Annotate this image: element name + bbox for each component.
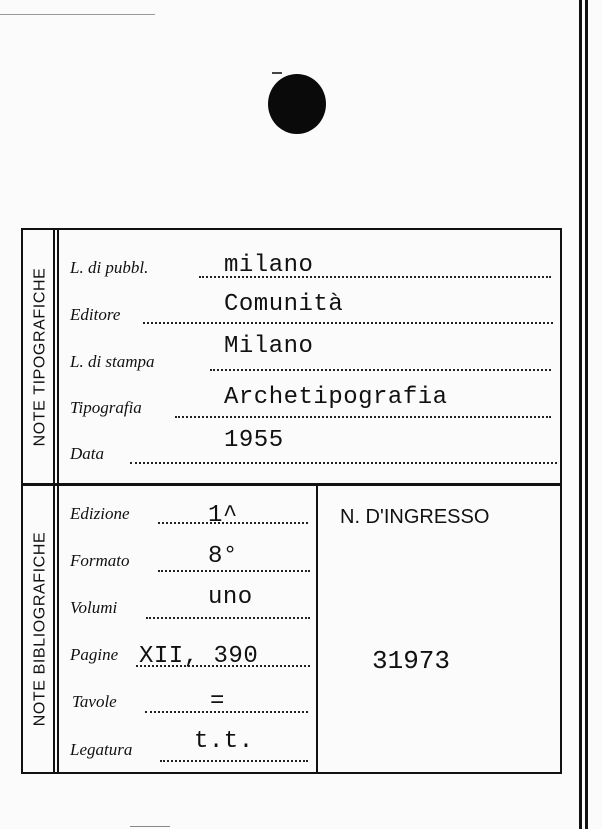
column-divider bbox=[316, 486, 318, 772]
field-line bbox=[143, 322, 553, 324]
ingresso-number: 31973 bbox=[372, 646, 451, 676]
field-label-edizione: Edizione bbox=[70, 504, 130, 523]
right-edge-line bbox=[585, 0, 588, 829]
field-label-data: Data bbox=[70, 444, 104, 463]
card-edge-line bbox=[0, 14, 155, 15]
field-label-luogo-stampa: L. di stampa bbox=[70, 352, 155, 371]
field-value-tavole: = bbox=[210, 688, 225, 715]
field-line bbox=[210, 369, 551, 371]
hole-mark bbox=[272, 72, 282, 74]
field-value-volumi: uno bbox=[208, 584, 253, 611]
side-rule bbox=[57, 486, 59, 772]
field-line bbox=[130, 462, 557, 464]
ingresso-label: N. D'INGRESSO bbox=[340, 506, 490, 528]
field-line bbox=[160, 760, 308, 762]
field-label-pagine: Pagine bbox=[70, 645, 119, 664]
side-rule bbox=[53, 230, 55, 483]
field-value-luogo-stampa: Milano bbox=[224, 333, 314, 360]
field-value-legatura: t.t. bbox=[194, 728, 254, 755]
field-value-luogo-pubblicazione: milano bbox=[224, 252, 314, 279]
section-divider bbox=[21, 483, 562, 486]
field-value-editore: Comunità bbox=[224, 291, 344, 318]
card-edge-line bbox=[130, 826, 170, 827]
field-label-luogo-pubblicazione: L. di pubbl. bbox=[70, 258, 149, 277]
field-value-formato: 8° bbox=[208, 543, 238, 570]
field-line bbox=[158, 570, 310, 572]
field-label-formato: Formato bbox=[70, 551, 130, 570]
field-label-tipografia: Tipografia bbox=[70, 398, 142, 417]
field-value-tipografia: Archetipografia bbox=[224, 384, 448, 411]
field-label-volumi: Volumi bbox=[70, 598, 118, 617]
field-line bbox=[175, 416, 551, 418]
right-edge-line bbox=[579, 0, 582, 829]
field-label-legatura: Legatura bbox=[70, 740, 133, 759]
note-bibliografiche-heading: NOTE BIBLIOGRAFICHE bbox=[31, 531, 49, 727]
side-rule bbox=[53, 486, 55, 772]
field-value-pagine: XII, 390 bbox=[139, 643, 259, 670]
field-label-tavole: Tavole bbox=[72, 692, 117, 711]
field-line bbox=[146, 617, 310, 619]
field-value-edizione: 1^ bbox=[208, 502, 238, 529]
field-value-data: 1955 bbox=[224, 427, 284, 454]
field-line bbox=[145, 711, 308, 713]
side-rule bbox=[57, 230, 59, 483]
field-label-editore: Editore bbox=[70, 305, 121, 324]
note-tipografiche-heading: NOTE TIPOGRAFICHE bbox=[31, 267, 48, 446]
punch-hole bbox=[268, 74, 326, 134]
